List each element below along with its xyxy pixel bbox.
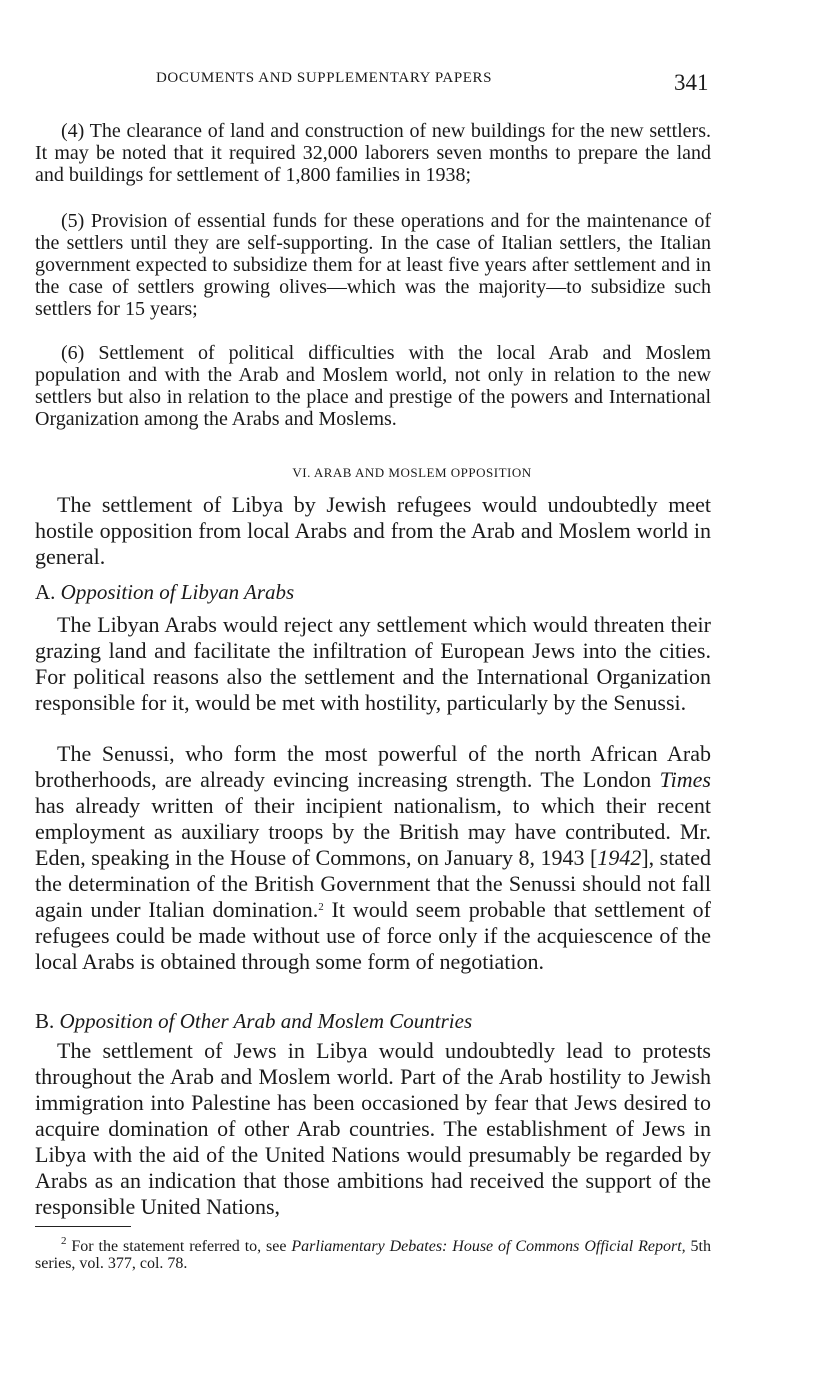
section-heading: VI. ARAB AND MOSLEM OPPOSITION (292, 465, 532, 480)
section-intro: The settlement of Libya by Jewish refugees would undoubtedly meet hostile opposition from local Arabs and from the Arab and Moslem world in general. (35, 492, 711, 569)
footnote-divider (35, 1226, 131, 1227)
footnote-text: For the statement referred to, see (66, 1238, 292, 1255)
page-number: 341 (674, 70, 709, 95)
list-item-4: (4) The clearance of land and construction of new buildings for the new settlers. It may be noted that it required 32,000 laborers seven months to prepare the land and buildings for settlement of 1,800 families in 1938; (35, 120, 711, 186)
footnote-text: 5th series, vol. 377, col. 78. (35, 1238, 712, 1272)
paragraph-text: has already written of their incipient nationalism, to which their recent employment as auxiliary troops by the British may have contributed. Mr. Eden, speaking in the House of Commons, on January 8, 1943 [ (35, 793, 711, 870)
paragraph-text: The Senussi, who form the most powerful of the north African Arab brotherhoods, are already evincing increasing strength. The London (35, 741, 711, 792)
subsection-a-paragraph-2 (35, 741, 711, 975)
subsection-b-heading (35, 1009, 472, 1034)
subsection-a-paragraph-1: The Libyan Arabs would reject any settlement which would threaten their grazing land and facilitate the infiltration of European Jews into the cities. For political reasons also the settlement and the International Organization responsible for it, would be met with hostility, particularly by the Senussi. (35, 612, 711, 715)
subsection-b-letter: B. (35, 1009, 55, 1033)
footnote-reference: 2 (318, 901, 324, 913)
subsection-b-paragraph: The settlement of Jews in Libya would undoubtedly lead to protests throughout the Arab and Moslem world. Part of the Arab hostility to Jewish immigration into Palestine has been occasioned by fear that Jews desired to acquire domination of other Arab countries. The establishment of Jews in Libya with the aid of the United Nations would presumably be regarded by Arabs as an indication that those ambitions had received the support of the responsible United Nations, (35, 1038, 711, 1219)
running-head: DOCUMENTS AND SUPPLEMENTARY PAPERS (156, 70, 493, 86)
list-item-6: (6) Settlement of political difficulties with the local Arab and Moslem population and with the Arab and Moslem world, not only in relation to the new settlers but also in relation to the place and prestige of the powers and International Organization among the Arabs and Moslems. (35, 342, 711, 430)
corrected-year: 1942 (597, 845, 642, 870)
footnote (35, 1235, 712, 1272)
paragraph-text: ], stated the determination of the British Government that the Senussi should not fall again under Italian domination. (35, 845, 711, 922)
subsection-b-title: Opposition of Other Arab and Moslem Countries (59, 1009, 473, 1033)
subsection-a-title: Opposition of Libyan Arabs (60, 580, 295, 604)
footnote-source: Parliamentary Debates: House of Commons Official Report, (291, 1238, 686, 1255)
list-item-5: (5) Provision of essential funds for these operations and for the maintenance of the settlers until they are self-supporting. In the case of Italian settlers, the Italian government expected to subsidize them for at least five years after settlement and in the case of settlers growing olives—which was the majority—to subsidize such settlers for 15 years; (35, 210, 711, 320)
subsection-a-heading (35, 580, 294, 605)
footnote-marker: 2 (61, 1235, 67, 1247)
paragraph-text: It would seem probable that settlement of refugees could be made without use of force only if the acquiescence of the local Arabs is obtained through some form of negotiation. (35, 897, 712, 974)
times-newspaper-title: Times (659, 767, 711, 792)
subsection-a-letter: A. (35, 580, 56, 604)
